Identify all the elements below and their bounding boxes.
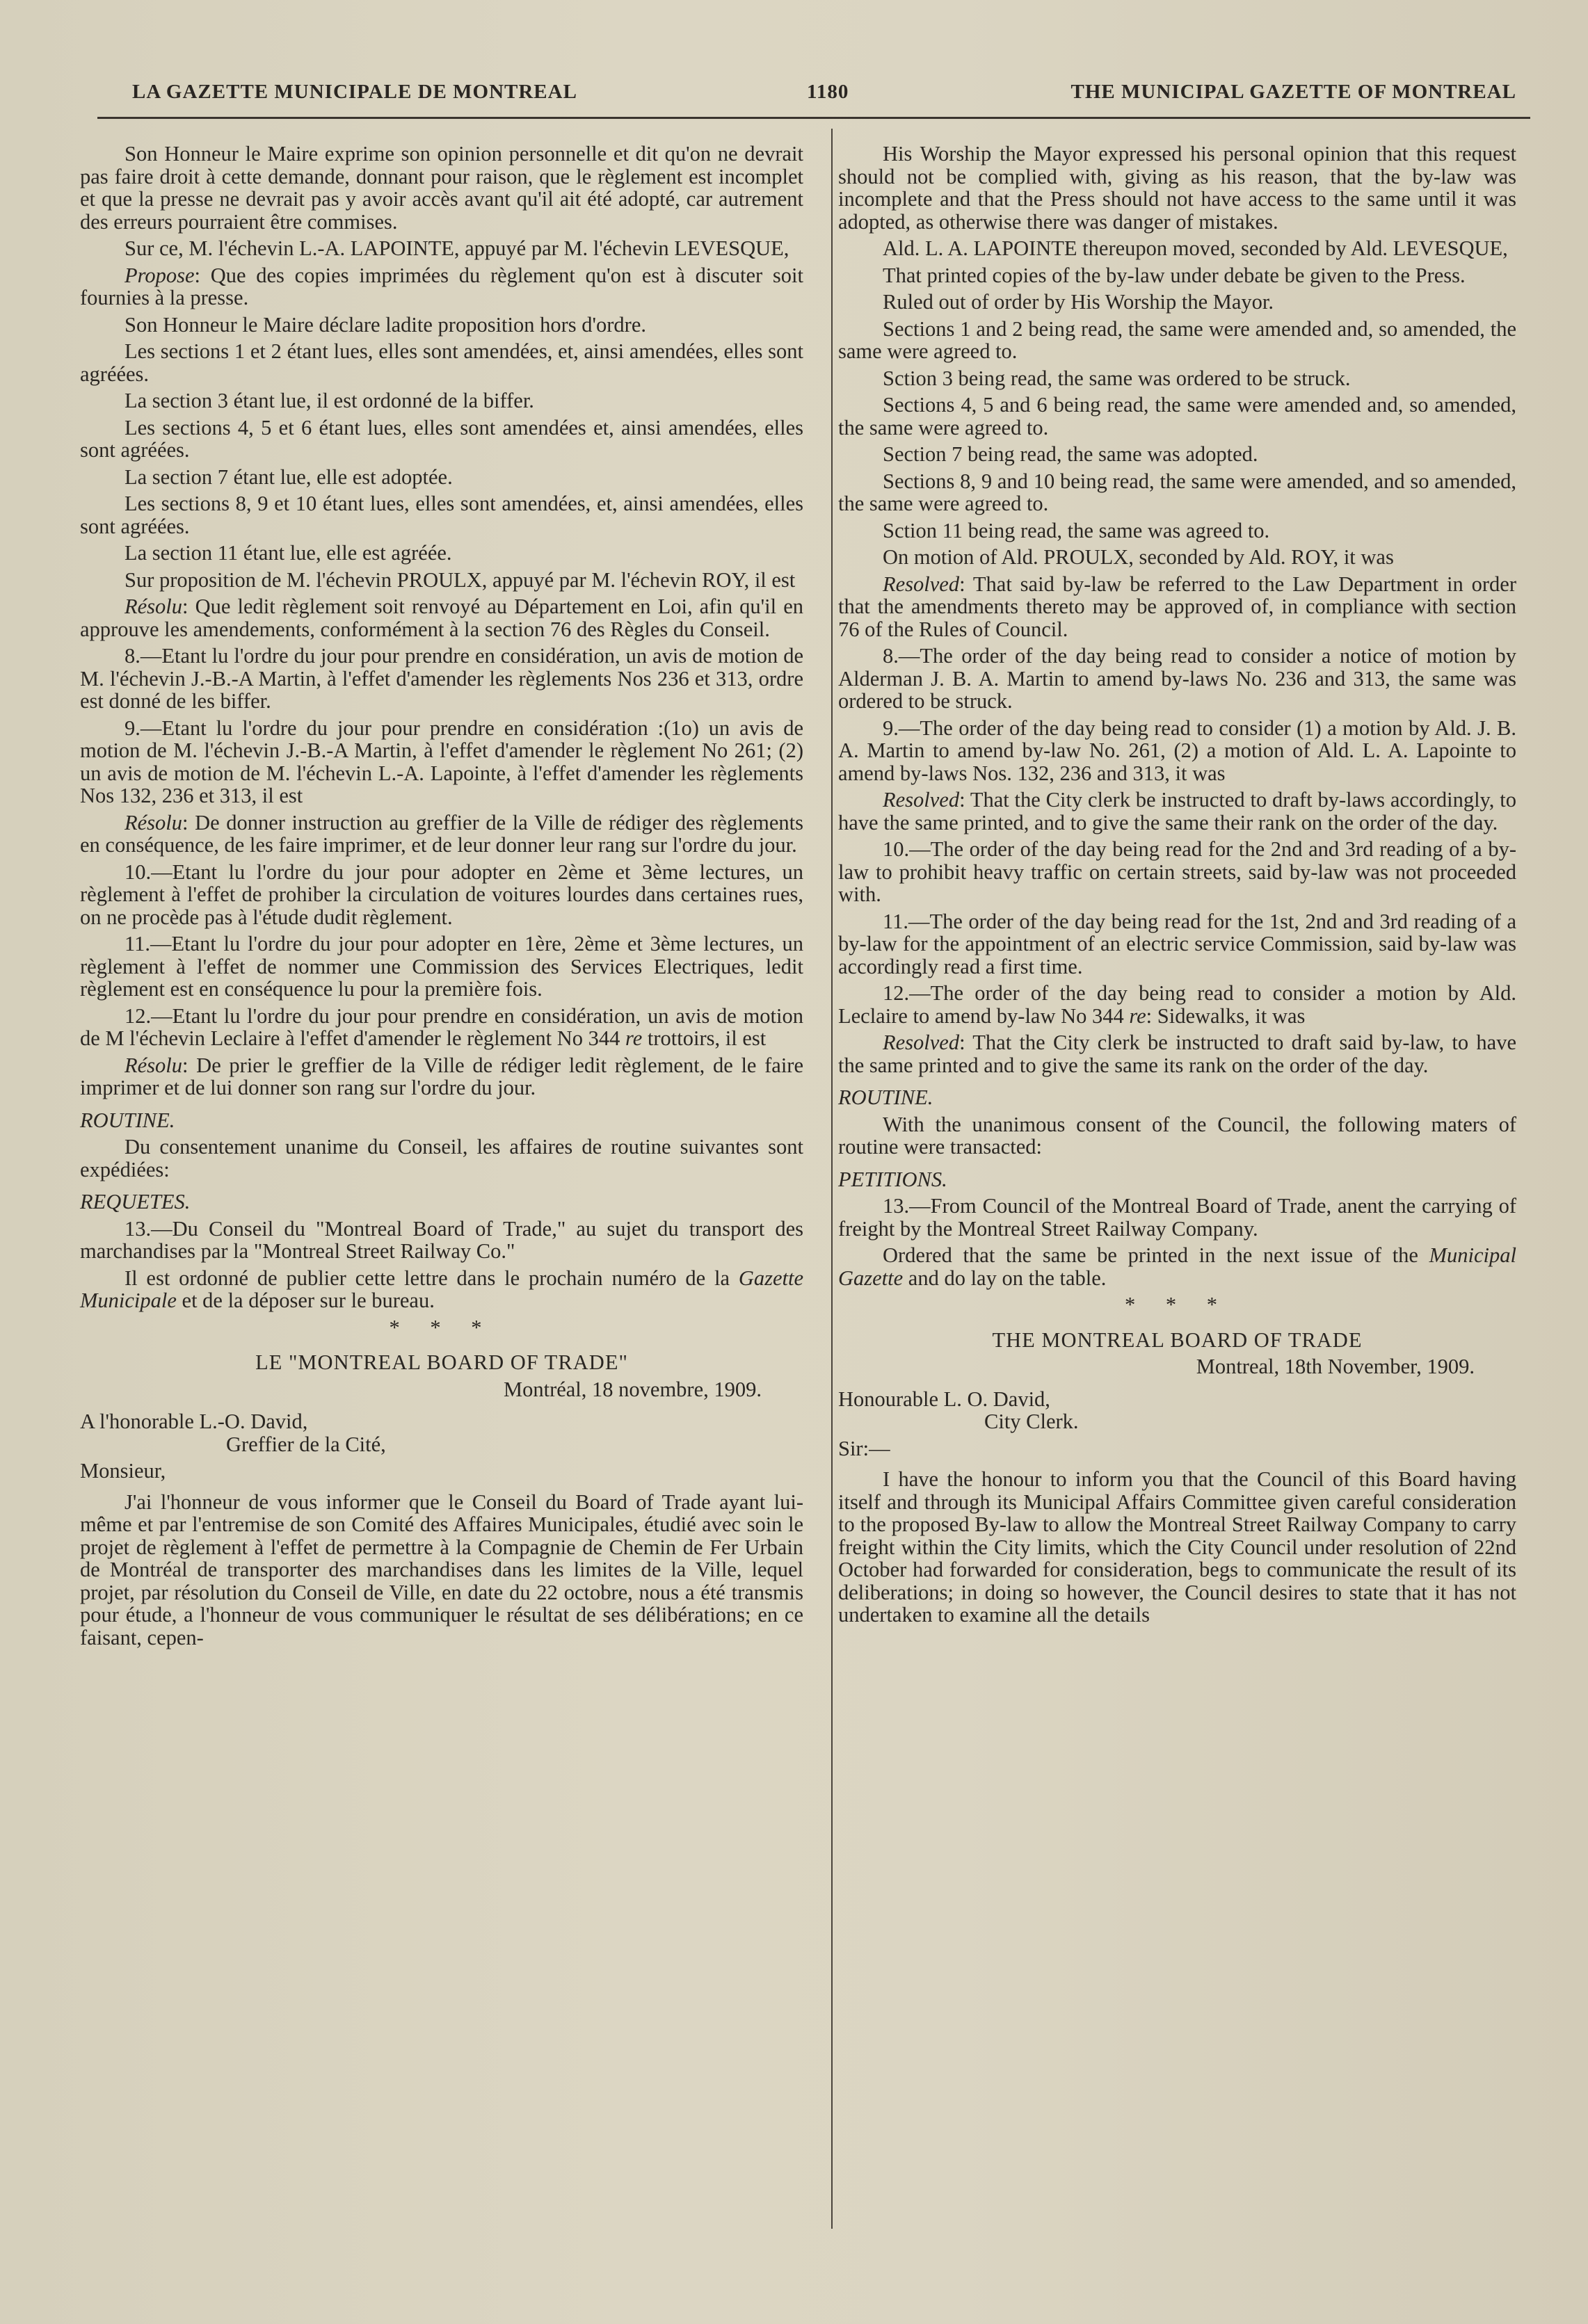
letter-title: LE "MONTREAL BOARD OF TRADE" xyxy=(255,1350,628,1374)
paragraph xyxy=(80,1005,803,1050)
paragraph: Son Honneur le Maire exprime son opinion personnelle et dit qu'on ne devrait pas faire droit à cette demande, donnant pour raison, que le règlement est incomplet et que la presse ne devrait pas y avoir accès avant qu'il ait été adopté, car autrement des erreurs pourraient être commises. xyxy=(80,142,803,234)
paragraph-text: : De prier le greffier de la Ville de rédiger ledit règlement, de le faire imprimer et de lui donner son rang sur l'ordre du jour. xyxy=(80,1053,803,1099)
paragraph-text: : Que ledit règlement soit renvoyé au Département en Loi, afin qu'il en approuve les amendements, conformément à la section 76 des Règles du Conseil. xyxy=(80,595,803,641)
paragraph: 10.—Etant lu l'ordre du jour pour adopter en 2ème et 3ème lectures, un règlement à l'effet de prohiber la circulation de voitures lourdes dans certaines rues, on ne procède pas à l'étude dudit règlement. xyxy=(80,860,803,929)
paragraph: Son Honneur le Maire déclare ladite proposition hors d'ordre. xyxy=(125,312,646,337)
paragraph: La section 7 étant lue, elle est adoptée. xyxy=(125,465,453,489)
letter-addressee: Honourable L. O. David, xyxy=(838,1387,1050,1411)
re-label: re xyxy=(625,1026,643,1050)
section-heading-petitions: PETITIONS. xyxy=(838,1167,947,1191)
page-header xyxy=(132,75,1516,111)
paragraph: 13.—Du Conseil du "Montreal Board of Trade," au sujet du transport des marchandises par la "Montreal Street Railway Co." xyxy=(80,1216,803,1263)
letter-addressee: A l'honorable L.-O. David, xyxy=(80,1410,308,1433)
letter-dateline: Montreal, 18th November, 1909. xyxy=(1196,1355,1475,1378)
paragraph: 11.—The order of the day being read for the 1st, 2nd and 3rd reading of a by-law for the appointment of an electric service Commission, said by-law was accordingly read a first time. xyxy=(838,909,1516,978)
paragraph: Sections 4, 5 and 6 being read, the same were amended and, so amended, the same were agreed to. xyxy=(838,393,1516,439)
paragraph: Les sections 8, 9 et 10 étant lues, elles sont amendées, et, ainsi amendées, elles sont agréées. xyxy=(80,492,803,538)
letter-salutation: Sir:— xyxy=(838,1436,890,1460)
letter-addressee-title: Greffier de la Cité, xyxy=(226,1432,386,1456)
paragraph: Du consentement unanime du Conseil, les affaires de routine suivantes sont expédiées: xyxy=(80,1135,803,1181)
paragraph-text: : That said by-law be referred to the Law Department in order that the amendments thereto may be approved of, in compliance with section 76 of the Rules of Council. xyxy=(838,572,1516,641)
paragraph: That printed copies of the by-law under debate be given to the Press. xyxy=(883,263,1466,287)
letter-body: J'ai l'honneur de vous informer que le Conseil du Board of Trade ayant lui-même et par l'entremise de son Comité des Affaires Municipales, étudié avec soin le projet de règlement à l'effet de permettre à la Compagnie de Chemin de Fer Urbain de Montréal de transporter des marchandises dans les limites de la Ville, lequel projet, par résolution du Conseil de Ville, en date du 22 octobre, nous a été transmis pour étude, a l'honneur de vous communiquer le résultat de ses délibérations; en ce faisant, cepen- xyxy=(80,1490,803,1649)
paragraph: Sections 1 and 2 being read, the same were amended and, so amended, the same were agreed to. xyxy=(838,316,1516,363)
paragraph: Ald. L. A. LAPOINTE thereupon moved, seconded by Ald. LEVESQUE, xyxy=(883,236,1508,260)
paragraph xyxy=(838,573,1516,641)
paragraph xyxy=(838,789,1516,834)
section-heading-routine: ROUTINE. xyxy=(80,1108,175,1132)
header-rule xyxy=(97,117,1530,119)
letter-dateline: Montréal, 18 novembre, 1909. xyxy=(503,1377,762,1401)
header-english-title: THE MUNICIPAL GAZETTE OF MONTREAL xyxy=(1070,81,1516,103)
paragraph: Sections 8, 9 and 10 being read, the same were amended, and so amended, the same were agreed to. xyxy=(838,469,1516,515)
paragraph: Les sections 1 et 2 étant lues, elles sont amendées, et, ainsi amendées, elles sont agréées. xyxy=(80,339,803,386)
separator-stars: * * * xyxy=(1125,1293,1230,1316)
gazette-title: Municipal Gazette xyxy=(838,1243,1516,1290)
re-label: re xyxy=(1129,1003,1146,1028)
paragraph-text: Il est ordonné de publier cette lettre dans le prochain numéro de la xyxy=(125,1266,739,1290)
english-column xyxy=(838,143,1516,1631)
letter-title: THE MONTREAL BOARD OF TRADE xyxy=(992,1328,1363,1352)
paragraph: Sur ce, M. l'échevin L.-A. LAPOINTE, appuyé par M. l'échevin LEVESQUE, xyxy=(125,236,789,260)
paragraph: Sur proposition de M. l'échevin PROULX, appuyé par M. l'échevin ROY, il est xyxy=(125,567,796,592)
paragraph xyxy=(838,1031,1516,1076)
label-propose: Propose xyxy=(125,263,195,287)
letter-body: I have the honour to inform you that the Council of this Board having itself and through its Municipal Affairs Committee given careful consideration to the proposed By-law to allow the Montreal Street Railway Company to carry freight within the City limits, which the City Council under resolution of 22nd October had forwarded for consideration, begs to communicate the result of its deliberations; in doing so however, the Council desires to state that it has not undertaken to examine all the details xyxy=(838,1467,1516,1627)
paragraph-text: : De donner instruction au greffier de la Ville de rédiger des règlements en conséquence, de les faire imprimer, et de leur donner leur rang sur l'ordre du jour. xyxy=(80,810,803,857)
paragraph: Sction 3 being read, the same was ordered to be struck. xyxy=(883,366,1351,390)
paragraph: 8.—Etant lu l'ordre du jour pour prendre en considération, un avis de motion de M. l'échevin J.-B.-A Martin, à l'effet d'amender les règlements Nos 236 et 313, ordre est donné de les biffer. xyxy=(80,644,803,713)
paragraph xyxy=(80,812,803,857)
label-resolved: Resolved xyxy=(883,788,960,812)
paragraph xyxy=(80,1267,803,1312)
section-heading-requetes: REQUETES. xyxy=(80,1190,191,1213)
paragraph: 10.—The order of the day being read for the 2nd and 3rd reading of a by-law to prohibit heavy traffic on certain streets, said by-law was not proceeded with. xyxy=(838,837,1516,906)
paragraph: Section 7 being read, the same was adopted. xyxy=(883,442,1258,466)
paragraph: Sction 11 being read, the same was agreed to. xyxy=(883,518,1270,542)
french-column xyxy=(80,143,803,1653)
paragraph: La section 11 étant lue, elle est agréée. xyxy=(125,541,452,565)
paragraph: On motion of Ald. PROULX, seconded by Ald. ROY, it was xyxy=(883,545,1394,569)
paragraph-text: et de la déposer sur le bureau. xyxy=(176,1289,435,1312)
paragraph-text: : That the City clerk be instructed to draft said by-law, to have the same printed and to give the same its rank on the order of the day. xyxy=(838,1031,1516,1077)
paragraph: 9.—The order of the day being read to consider (1) a motion by Ald. J. B. A. Martin to amend by-law No. 261, (2) a motion of Ald. L. A. Lapointe to amend by-laws Nos. 132, 236 and 313, it was xyxy=(838,716,1516,785)
paragraph: 9.—Etant lu l'ordre du jour pour prendre en considération :(1o) un avis de motion de M. l'échevin J.-B.-A Martin, à l'effet d'amender le règlement No 261; (2) un avis de motion de M. l'échevin L.-A. Lapointe, à l'effet d'amender les règlements Nos 132, 236 et 313, il est xyxy=(80,716,803,807)
separator-stars: * * * xyxy=(389,1315,495,1339)
paragraph xyxy=(838,1244,1516,1289)
label-resolu: Résolu xyxy=(125,810,183,834)
paragraph: With the unanimous consent of the Council, the following maters of routine were transacted: xyxy=(838,1112,1516,1159)
paragraph: His Worship the Mayor expressed his personal opinion that this request should not be complied with, giving as his reason, that the by-law was incomplete and that the Press should not have access to the same until it was adopted, as otherwise there was danger of mistakes. xyxy=(838,142,1516,234)
label-resolved: Resolved xyxy=(883,1031,960,1054)
paragraph: La section 3 étant lue, il est ordonné de la biffer. xyxy=(125,389,534,412)
label-resolu: Résolu xyxy=(125,595,183,618)
paragraph xyxy=(80,1054,803,1099)
paragraph-text: : Que des copies imprimées du règlement qu'on est à discuter soit fournies à la presse. xyxy=(80,263,803,309)
letter-addressee-title: City Clerk. xyxy=(984,1410,1079,1433)
page-number: 1180 xyxy=(807,81,849,103)
label-resolu: Résolu xyxy=(125,1053,183,1077)
paragraph-text: trottoirs, il est xyxy=(642,1026,767,1050)
paragraph xyxy=(80,264,803,309)
paragraph: 8.—The order of the day being read to consider a notice of motion by Alderman J. B. A. Martin to amend by-laws No. 236 and 313, the same was ordered to be struck. xyxy=(838,644,1516,713)
header-french-title: LA GAZETTE MUNICIPALE DE MONTREAL xyxy=(132,81,577,103)
paragraph-text: 12.—Etant lu l'ordre du jour pour prendre en considération, un avis de motion de M l'échevin Leclaire à l'effet d'amender le règlement No 344 xyxy=(80,1003,803,1050)
letter-salutation: Monsieur, xyxy=(80,1459,166,1483)
paragraph xyxy=(838,982,1516,1027)
paragraph: 11.—Etant lu l'ordre du jour pour adopter en 1ère, 2ème et 3ème lectures, un règlement à l'effet de nommer une Commission des Services Electriques, ledit règlement est en conséquence lu pour la première fois. xyxy=(80,932,803,1001)
paragraph: 13.—From Council of the Montreal Board of Trade, anent the carrying of freight by the Montreal Street Railway Company. xyxy=(838,1194,1516,1241)
paragraph-text: Ordered that the same be printed in the next issue of the xyxy=(883,1243,1429,1267)
paragraph-text: : That the City clerk be instructed to draft by-laws accordingly, to have the same printed, and to give the same their rank on the order of the day. xyxy=(838,788,1516,834)
column-divider xyxy=(831,129,833,2229)
section-heading-routine: ROUTINE. xyxy=(838,1086,933,1109)
gazette-title: Gazette Municipale xyxy=(80,1266,803,1312)
paragraph: Ruled out of order by His Worship the Mayor. xyxy=(883,290,1274,314)
paragraph-text: 12.—The order of the day being read to consider a motion by Ald. Leclaire to amend by-law No 344 xyxy=(838,981,1516,1028)
label-resolved: Resolved xyxy=(883,572,960,596)
paragraph-text: : Sidewalks, it was xyxy=(1146,1003,1306,1028)
paragraph xyxy=(80,595,803,640)
paragraph-text: and do lay on the table. xyxy=(903,1266,1107,1290)
paragraph: Les sections 4, 5 et 6 étant lues, elles sont amendées et, ainsi amendées, elles sont agréées. xyxy=(80,415,803,462)
